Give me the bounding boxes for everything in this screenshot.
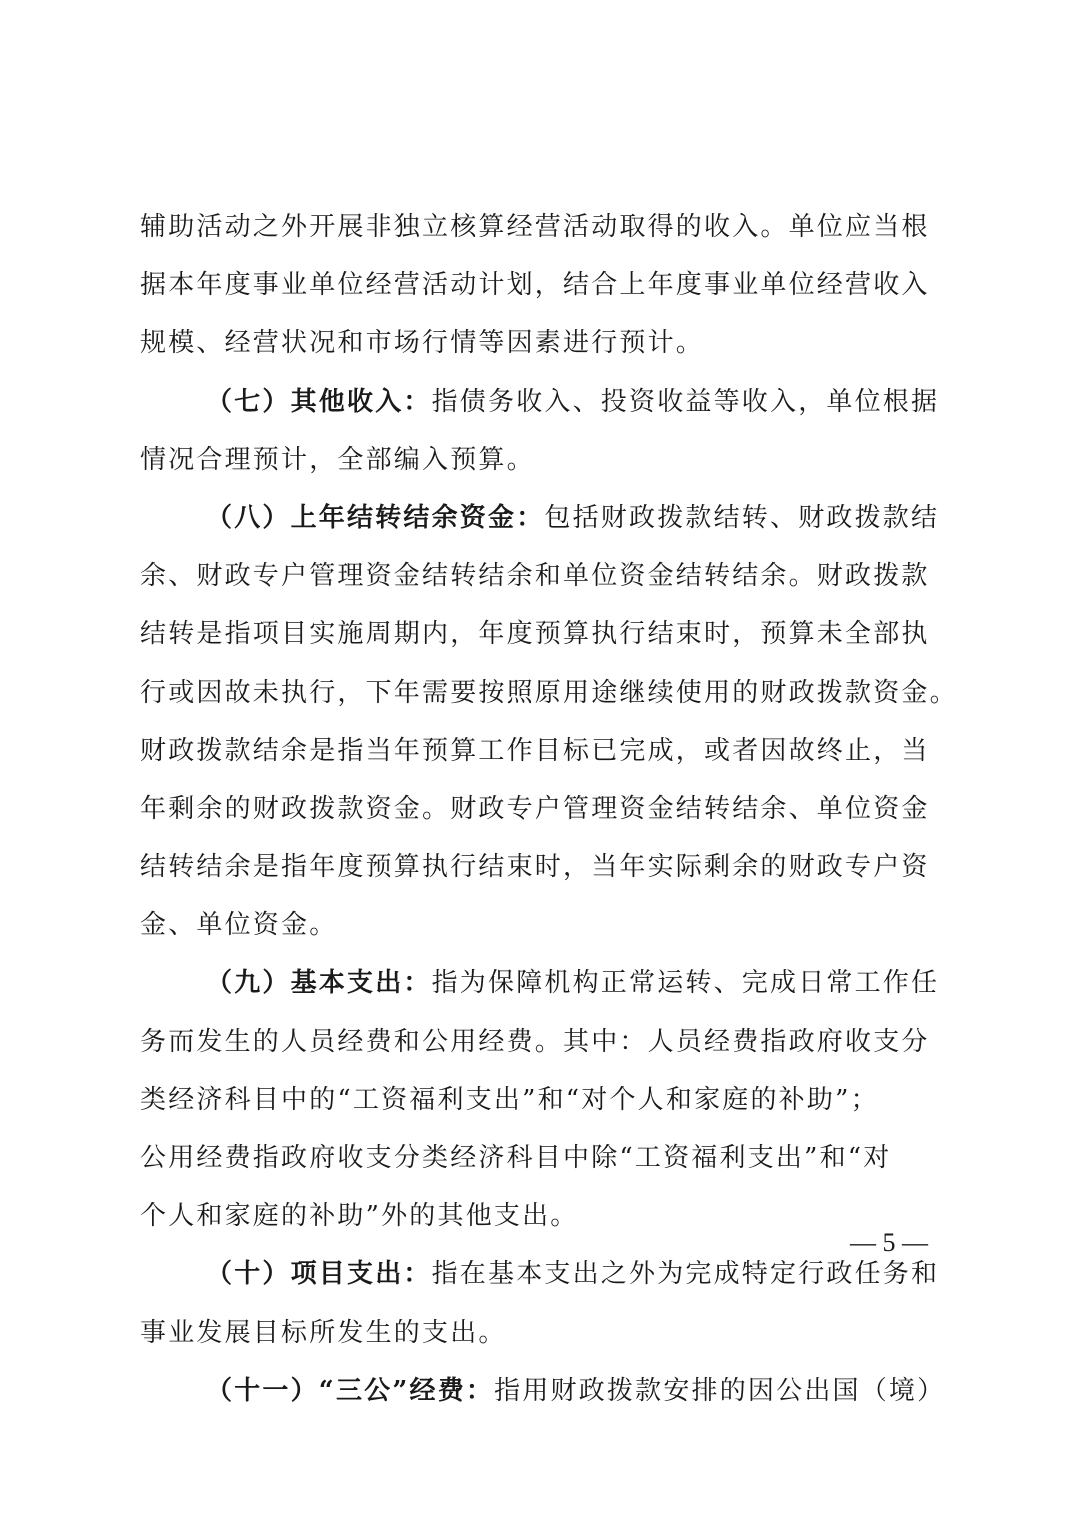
paragraph-line: 事业发展目标所发生的支出。 (140, 1317, 507, 1348)
paragraph-line: 据本年度事业单位经营活动计划，结合上年度事业单位经营收入 (140, 270, 930, 301)
item-heading: （七）其他收入： (206, 386, 432, 417)
item-heading: （八）上年结转结余资金： (206, 502, 545, 533)
paragraph-line: 情况合理预计，全部编入预算。 (140, 444, 535, 475)
paragraph-text: 指为保障机构正常运转、完成日常工作任 (431, 968, 940, 999)
paragraph-line: 行或因故未执行，下年需要按照原用途继续使用的财政拨款资金。 (140, 677, 958, 708)
paragraph-line: 类经济科目中的“工资福利支出”和“对个人和家庭的补助”； (140, 1084, 879, 1115)
paragraph-line: 规模、经营状况和市场行情等因素进行预计。 (140, 328, 705, 359)
document-body (140, 198, 958, 1420)
paragraph-line: 务而发生的人员经费和公用经费。其中：人员经费指政府收支分 (140, 1026, 930, 1057)
paragraph-three-public-expenses (140, 1362, 946, 1420)
paragraph-line: 余、财政专户管理资金结转结余和单位资金结转结余。财政拨款 (140, 561, 930, 592)
paragraph-other-income (140, 373, 940, 431)
paragraph-line: 辅助活动之外开展非独立核算经营活动取得的收入。单位应当根 (140, 212, 930, 242)
paragraph-carryover-funds (140, 489, 940, 547)
paragraph-line: 财政拨款结余是指当年预算工作目标已完成，或者因故终止，当 (140, 735, 930, 766)
item-heading: （九）基本支出： (206, 968, 432, 999)
paragraph-text: 包括财政拨款结转、财政拨款结 (544, 502, 940, 533)
item-heading: （十）项目支出： (206, 1259, 432, 1290)
item-heading: （十一）“三公”经费： (206, 1375, 495, 1406)
paragraph-text: 指用财政拨款安排的因公出国（境） (494, 1375, 946, 1406)
paragraph-line: 年剩余的财政拨款资金。财政专户管理资金结转结余、单位资金 (140, 793, 930, 824)
paragraph-project-expenditure (140, 1245, 940, 1303)
paragraph-text: 指在基本支出之外为完成特定行政任务和 (431, 1259, 940, 1290)
paragraph-line: 金、单位资金。 (140, 910, 338, 941)
paragraph-line: 结转结余是指年度预算执行结束时，当年实际剩余的财政专户资 (140, 852, 930, 883)
page-number: — 5 — (850, 1228, 928, 1257)
paragraph-line: 个人和家庭的补助”外的其他支出。 (140, 1201, 579, 1232)
paragraph-line: 公用经费指政府收支分类经济科目中除“工资福利支出”和“对 (140, 1143, 892, 1173)
paragraph-basic-expenditure (140, 954, 940, 1012)
paragraph-text: 指债务收入、投资收益等收入，单位根据 (431, 386, 940, 417)
paragraph-line: 结转是指项目实施周期内，年度预算执行结束时，预算未全部执 (140, 619, 930, 650)
